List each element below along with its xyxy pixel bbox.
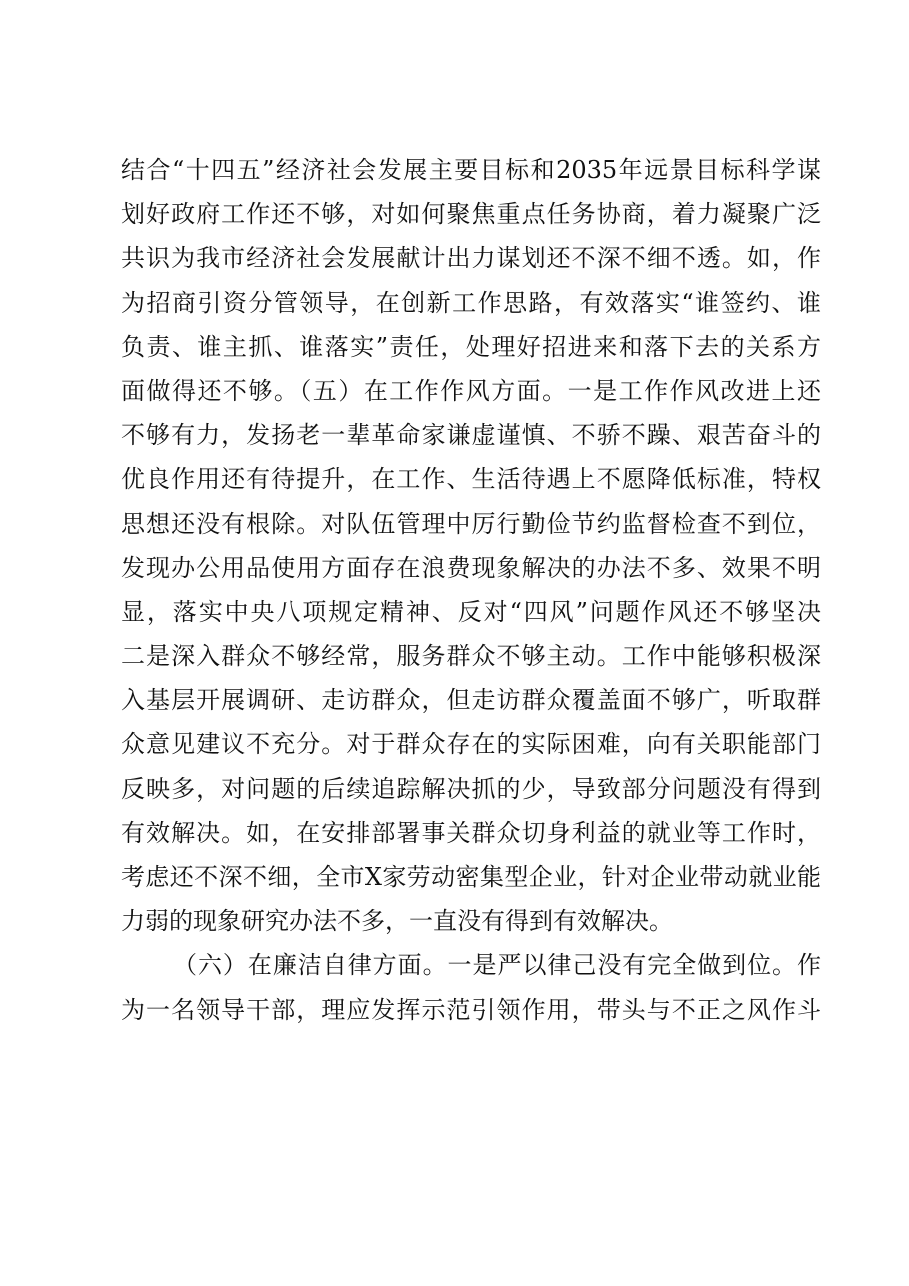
- text-line: 为一名领导干部，理应发挥示范引领作用，带头与不正之风作斗: [121, 995, 821, 1024]
- text-line: 入基层开展调研、走访群众，但走访群众覆盖面不够广，听取群: [121, 686, 821, 715]
- text-line: 优良作用还有待提升，在工作、生活待遇上不愿降低标准，特权: [121, 465, 821, 494]
- text-line: 众意见建议不充分。对于群众存在的实际困难，向有关职能部门: [121, 730, 821, 759]
- text-line: 显，落实中央八项规定精神、反对“四风”问题作风还不够坚决: [121, 597, 821, 626]
- text-line: 划好政府工作还不够，对如何聚焦重点任务协商，着力凝聚广泛: [121, 200, 821, 229]
- text-line: 负责、谁主抓、谁落实”责任，处理好招进来和落下去的关系方: [121, 332, 821, 361]
- text-line: 结合“十四五”经济社会发展主要目标和2035年远景目标科学谋: [121, 156, 821, 184]
- text-line: 二是深入群众不够经常，服务群众不够主动。工作中能够积极深: [121, 642, 821, 671]
- body-text: [121, 148, 821, 1032]
- text-line: 发现办公用品使用方面存在浪费现象解决的办法不多、效果不明: [121, 553, 821, 582]
- text-line: 不够有力，发扬老一辈革命家谦虚谨慎、不骄不躁、艰苦奋斗的: [121, 421, 821, 450]
- text-line: 思想还没有根除。对队伍管理中厉行勤俭节约监督检查不到位，: [121, 509, 821, 538]
- text-line: 为招商引资分管领导，在创新工作思路，有效落实“谁签约、谁: [121, 288, 821, 317]
- text-line: 力弱的现象研究办法不多，一直没有得到有效解决。: [121, 907, 673, 936]
- text-line: 反映多，对问题的后续追踪解决抓的少，导致部分问题没有得到: [121, 774, 821, 803]
- text-line: 有效解决。如，在安排部署事关群众切身利益的就业等工作时，: [121, 818, 821, 847]
- text-line: 共识为我市经济社会发展献计出力谋划还不深不细不透。如，作: [121, 244, 821, 273]
- paragraph-start-line: （六）在廉洁自律方面。一是严以律己没有完全做到位。作: [173, 951, 821, 980]
- text-line: 面做得还不够。（五）在工作作风方面。一是工作作风改进上还: [121, 376, 821, 405]
- text-line: 考虑还不深不细，全市X家劳动密集型企业，针对企业带动就业能: [121, 863, 821, 891]
